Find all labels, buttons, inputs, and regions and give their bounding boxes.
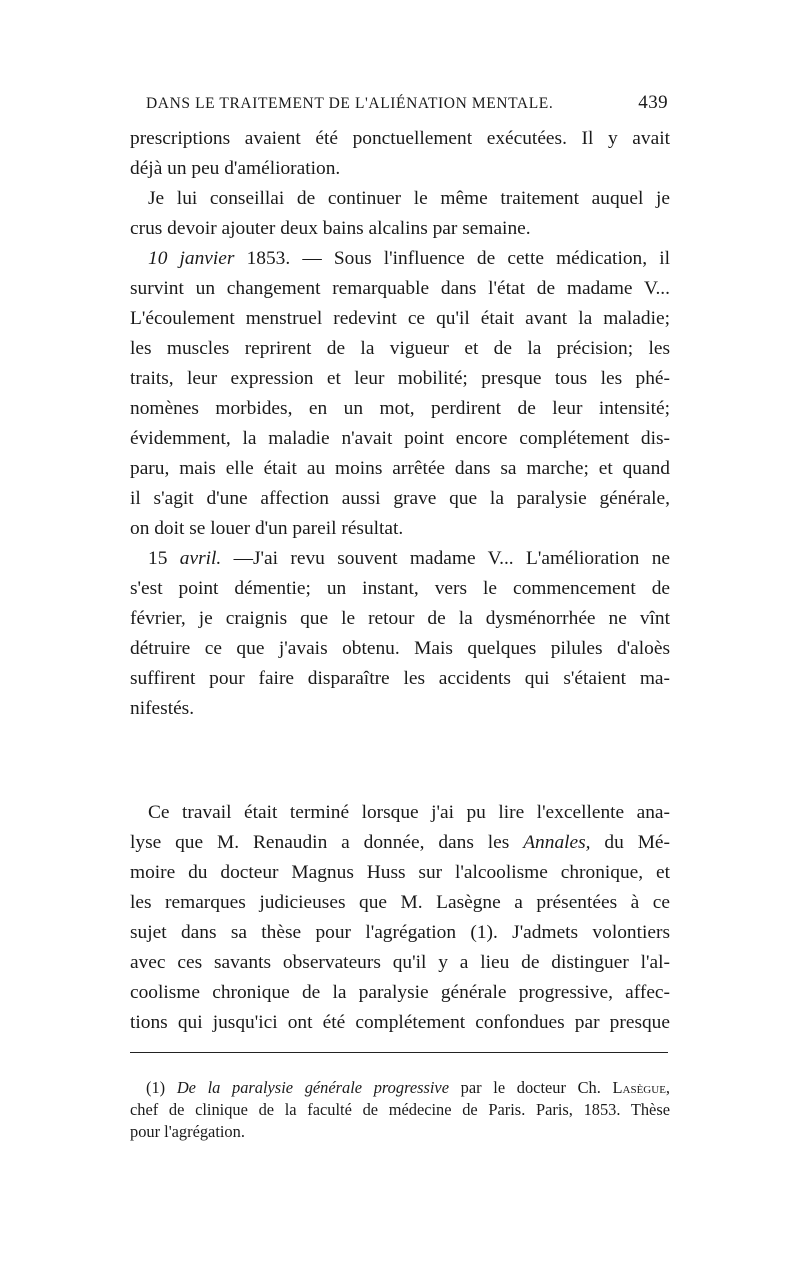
footnote-marker: (1) <box>146 1078 166 1097</box>
text-fragment: — Sous l'influence de cette médication, il <box>302 248 670 269</box>
journal-title: Annales, <box>523 832 591 853</box>
text-line: tions qui jusqu'ici ont été complétement confondues par presque <box>130 1012 670 1033</box>
text-line-with-italic <box>130 828 670 858</box>
text-line-dated <box>130 244 670 274</box>
text-line: nomènes morbides, en un mot, perdirent de leur intensité; <box>130 398 670 419</box>
text-line: crus devoir ajouter deux bains alcalins par semaine. <box>130 218 531 239</box>
text-fragment: par le docteur Ch. <box>460 1078 601 1097</box>
footnote-line <box>130 1077 670 1099</box>
footnote <box>130 1077 670 1143</box>
paragraph-2 <box>130 184 670 244</box>
text-line: Ce travail était terminé lorsque j'ai pu lire l'excellente ana- <box>148 802 670 823</box>
footnote-divider <box>130 1052 668 1053</box>
text-line: L'écoulement menstruel redevint ce qu'il était avant la maladie; <box>130 308 670 329</box>
text-line: détruire ce que j'avais obtenu. Mais quelques pilules d'aloès <box>130 638 670 659</box>
section-gap <box>130 724 670 798</box>
text-line: les remarques judicieuses que M. Lasègne a présentées à ce <box>130 892 670 913</box>
text-line: février, je craignis que le retour de la dysménorrhée ne vînt <box>130 608 670 629</box>
text-line: suffirent pour faire disparaître les accidents qui s'étaient ma- <box>130 668 670 689</box>
text-line-dated <box>130 544 670 574</box>
paragraph-4 <box>130 544 670 724</box>
footnote-line: pour l'agrégation. <box>130 1122 245 1141</box>
date-label: avril. <box>179 548 222 569</box>
footnote-author: Lasègue, <box>612 1078 671 1097</box>
text-fragment: —J'ai revu souvent madame V... L'amélioration ne <box>233 548 671 569</box>
text-line: les muscles reprirent de la vigueur et de la précision; les <box>130 338 670 359</box>
paragraph-3 <box>130 244 670 544</box>
text-line: s'est point démentie; un instant, vers le commencement de <box>130 578 670 599</box>
text-line: paru, mais elle était au moins arrêtée dans sa marche; et quand <box>130 458 670 479</box>
year-label: 1853. <box>246 248 291 269</box>
text-line: on doit se louer d'un pareil résultat. <box>130 518 404 539</box>
text-fragment: du Mé- <box>604 832 670 853</box>
body-text <box>130 124 670 1038</box>
day-label: 15 <box>148 548 168 569</box>
footnote-line: chef de clinique de la faculté de médecine de Paris. Paris, 1853. Thèse <box>130 1100 670 1119</box>
text-line: prescriptions avaient été ponctuellement exécutées. Il y avait <box>130 128 670 149</box>
running-title: DANS LE TRAITEMENT DE L'ALIÉNATION MENTALE. <box>146 95 554 112</box>
text-line: sujet dans sa thèse pour l'agrégation (1). J'admets volontiers <box>130 922 670 943</box>
text-line: survint un changement remarquable dans l'état de madame V... <box>130 278 670 299</box>
book-page <box>130 92 670 1143</box>
text-line: évidemment, la maladie n'avait point encore complétement dis- <box>130 428 670 449</box>
page-number: 439 <box>638 92 668 113</box>
text-line: moire du docteur Magnus Huss sur l'alcoolisme chronique, et <box>130 862 670 883</box>
date-label: 10 janvier <box>148 248 235 269</box>
text-line: avec ces savants observateurs qu'il y a lieu de distinguer l'al- <box>130 952 670 973</box>
footnote-title: De la paralysie générale progressive <box>176 1078 449 1097</box>
paragraph-1 <box>130 124 670 184</box>
running-head <box>146 92 670 124</box>
text-line: il s'agit d'une affection aussi grave que la paralysie générale, <box>130 488 670 509</box>
text-line: déjà un peu d'amélioration. <box>130 158 341 179</box>
text-line: coolisme chronique de la paralysie générale progressive, affec- <box>130 982 670 1003</box>
paragraph-5 <box>130 798 670 1038</box>
text-line: Je lui conseillai de continuer le même traitement auquel je <box>148 188 670 209</box>
text-fragment: lyse que M. Renaudin a donnée, dans les <box>130 832 510 853</box>
text-line: nifestés. <box>130 698 195 719</box>
text-line: traits, leur expression et leur mobilité; presque tous les phé- <box>130 368 670 389</box>
